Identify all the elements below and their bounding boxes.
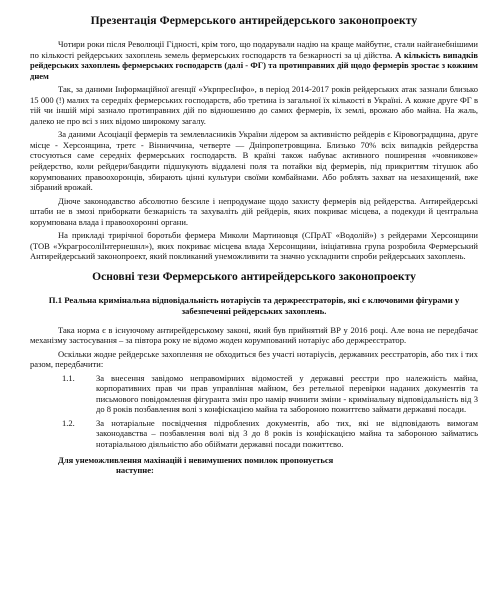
list-item-number: 1.2.	[62, 417, 75, 428]
closing-line: Для унеможливлення махінацій і невимушених помилок пропонується	[58, 454, 334, 465]
intro-paragraph-1	[30, 39, 478, 81]
intro-paragraph-3: За даними Асоціації фермерів та землевласників України лідером за активністю рейдерів є Кіровоградщина, друге місце - Херсонщина, третє - Вінниччина, четверте — Дніпропетровщина. Близько 70% всіх випадків рейдерства стосуються саме середніх фермерських господарств. В країні також набуває активного поширення «човникове» рейдерство, коли рейдери/бандити підшукують віддалені поля та потайки від фермерів, під прикриттям тітушок або корумпованих правоохоронців, збирають цінні культури своїми комбайнами. Або роблять захват на незахищений, вже зібраний врожай.	[30, 129, 478, 193]
intro-paragraph-1-emphasis: А кількість випадків рейдерських захоплень фермерських господарств (далі - ФГ) та протиправних дій щодо фермерів зростає з кожним днем	[30, 49, 478, 81]
list-item	[30, 418, 478, 450]
provisions-list	[30, 373, 478, 450]
list-item-text: За внесення завідомо неправомірних відомостей у державні реєстри про належність майна, корпоративних прав чи прав управління майном, без ретельної перевірки наданих документів та письмового повідомлення фігуранта змін про намір вчинити зміни - кримінальну відповідальність від 3 до 8 років позбавлення волі з конфіскацією майна та забороною пожиттєво займати державні посади.	[96, 372, 478, 415]
list-item	[30, 373, 478, 415]
intro-paragraph-1-text: Чотири роки після Революції Гідності, крім того, що подарували надію на краще майбутнє, стали найганебнішими по кількості рейдерських захоплень земель фермерських господарств та безкарності за ці дійства.	[30, 39, 478, 60]
list-item-number: 1.1.	[62, 372, 75, 383]
closing-line-continued: наступне:	[116, 465, 154, 476]
intro-paragraph-5: На прикладі трирічної боротьби фермера Миколи Мартиновця (СПрАТ «Водолій») з рейдерами Херсонщини (ТОВ «УкрагросоліІнтернешнл»), яких покриває місцева влада Херсонщини, ініціативна група розробила Фермерський Антирейдерський законопроект, який покликаний унеможливити та значно ускладнити спроби рейдерських захоплень.	[30, 230, 478, 262]
thesis-title: П.1 Реальна кримінальна відповідальність нотаріусів та держреєстраторів, які є ключовими фігурами у забезпеченні рейдерських захоплень.	[48, 294, 460, 316]
section-paragraph-2: Оскільки жодне рейдерське захоплення не обходиться без участі нотаріусів, державних реєстраторів, або тих і тих разом, передбачити:	[30, 348, 478, 370]
list-item-text: За нотаріальне посвідчення підроблених документів, або тих, які не відповідають вимогам законодавства – позбавлення волі від 3 до 8 років із конфіскацією майна та забороною займатись нотаріальною діяльністю або обіймати державні посади пожиттєво.	[96, 417, 478, 449]
section-title: Основні тези Фермерського антирейдерського законопроекту	[92, 269, 416, 283]
intro-paragraph-2: Так, за даними Інформаційної агенції «УкрпресІнфо», в період 2014-2017 років рейдерських атак зазнали близько 15 000 (!) малих та середніх фермерських господарств, або третина із загальної їх кількості в Україні. А кожне друге ФГ в тій чи іншій мірі зазнало протиправних дій по відношенню до самих фермерів, їх землі, врожаю або майна. На жаль, далеко не про всі з них відомо широкому загалу.	[30, 84, 478, 126]
document-title: Презентація Фермерського антирейдерського законопроекту	[90, 14, 418, 27]
intro-paragraph-4: Діюче законодавство абсолютно безсиле і непродумане щодо захисту фермерів від рейдерства. Антирейдерські штаби не в змозі приборкати безкарність та захуваліть дій рейдерів, яких покриває місцева, а подекуди й центральна корумпована влада і правоохоронні органи.	[30, 195, 478, 227]
section-paragraph-1: Така норма є в існуючому антирейдерському законі, який був прийнятий ВР у 2016 році. Але вона не передбачає механізму застосування – за півтора року не відомо жоден корумпований нотаріус або держреєстратор.	[30, 324, 478, 346]
